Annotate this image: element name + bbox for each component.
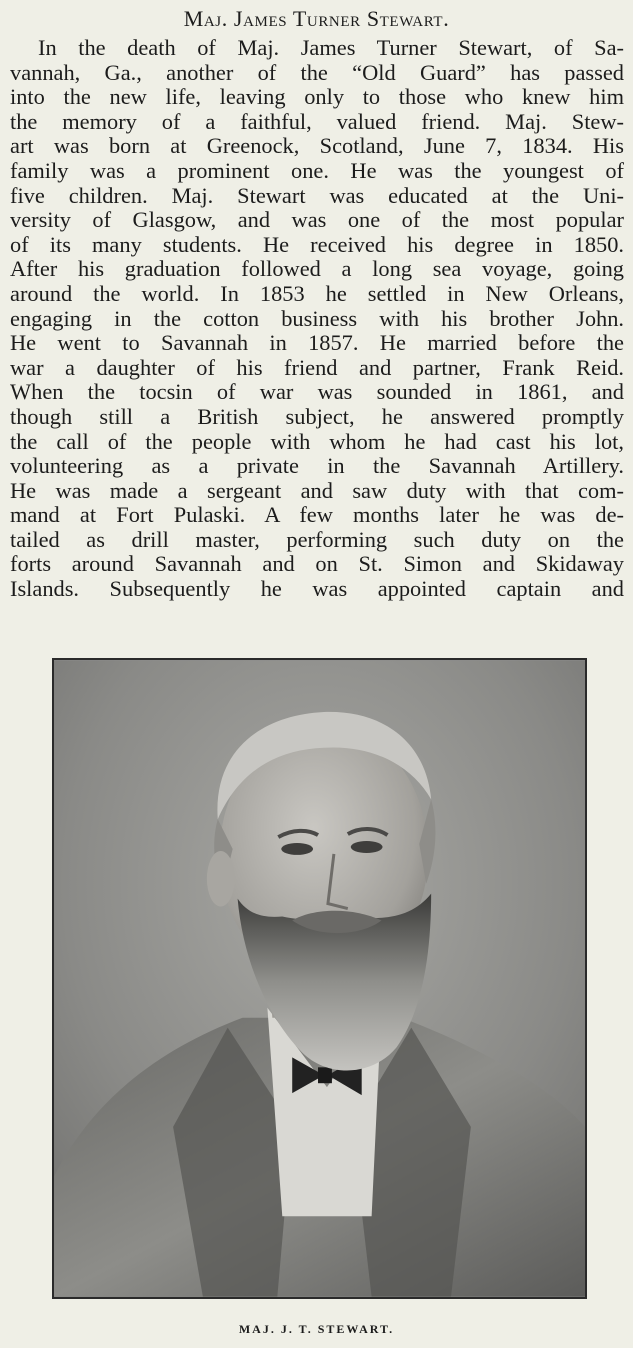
body-line: forts around Savannah and on St. Simon and Skidaway [10, 551, 624, 577]
body-line: He was made a sergeant and saw duty with that com- [10, 477, 624, 503]
body-line: Islands. Subsequently he was appointed captain and [10, 576, 624, 602]
body-line: of its many students. He received his degree in 1850. [10, 231, 624, 257]
article-body [10, 36, 624, 602]
body-line: versity of Glasgow, and was one of the most popular [10, 207, 624, 233]
body-line: around the world. In 1853 he settled in New Orleans, [10, 280, 624, 306]
body-line: volunteering as a private in the Savannah Artillery. [10, 453, 624, 479]
body-line: mand at Fort Pulaski. A few months later he was de- [10, 502, 624, 528]
body-line: He went to Savannah in 1857. He married before the [10, 330, 624, 356]
body-line: tailed as drill master, performing such duty on the [10, 526, 624, 552]
body-line: vannah, Ga., another of the “Old Guard” has passed [10, 59, 624, 85]
body-line: the memory of a faithful, valued friend. Maj. Stew- [10, 108, 624, 134]
body-line: After his graduation followed a long sea voyage, going [10, 256, 624, 282]
body-line: the call of the people with whom he had cast his lot, [10, 428, 624, 454]
body-line: In the death of Maj. James Turner Stewart, of Sa- [38, 35, 624, 60]
body-line: though still a British subject, he answered promptly [10, 403, 624, 429]
body-line: war a daughter of his friend and partner, Frank Reid. [10, 354, 624, 380]
body-line: When the tocsin of war was sounded in 1861, and [10, 379, 624, 405]
body-line: five children. Maj. Stewart was educated at the Uni- [10, 182, 624, 208]
body-line: family was a prominent one. He was the youngest of [10, 157, 624, 183]
body-line: art was born at Greenock, Scotland, June 7, 1834. His [10, 133, 624, 159]
photo-caption: MAJ. J. T. STEWART. [238, 1322, 395, 1336]
body-line: engaging in the cotton business with his brother John. [10, 305, 624, 331]
article-title: Maj. James Turner Stewart. [183, 6, 450, 31]
portrait-illustration [54, 660, 585, 1297]
portrait-photo [52, 658, 587, 1299]
body-line: into the new life, leaving only to those who knew him [10, 84, 624, 110]
